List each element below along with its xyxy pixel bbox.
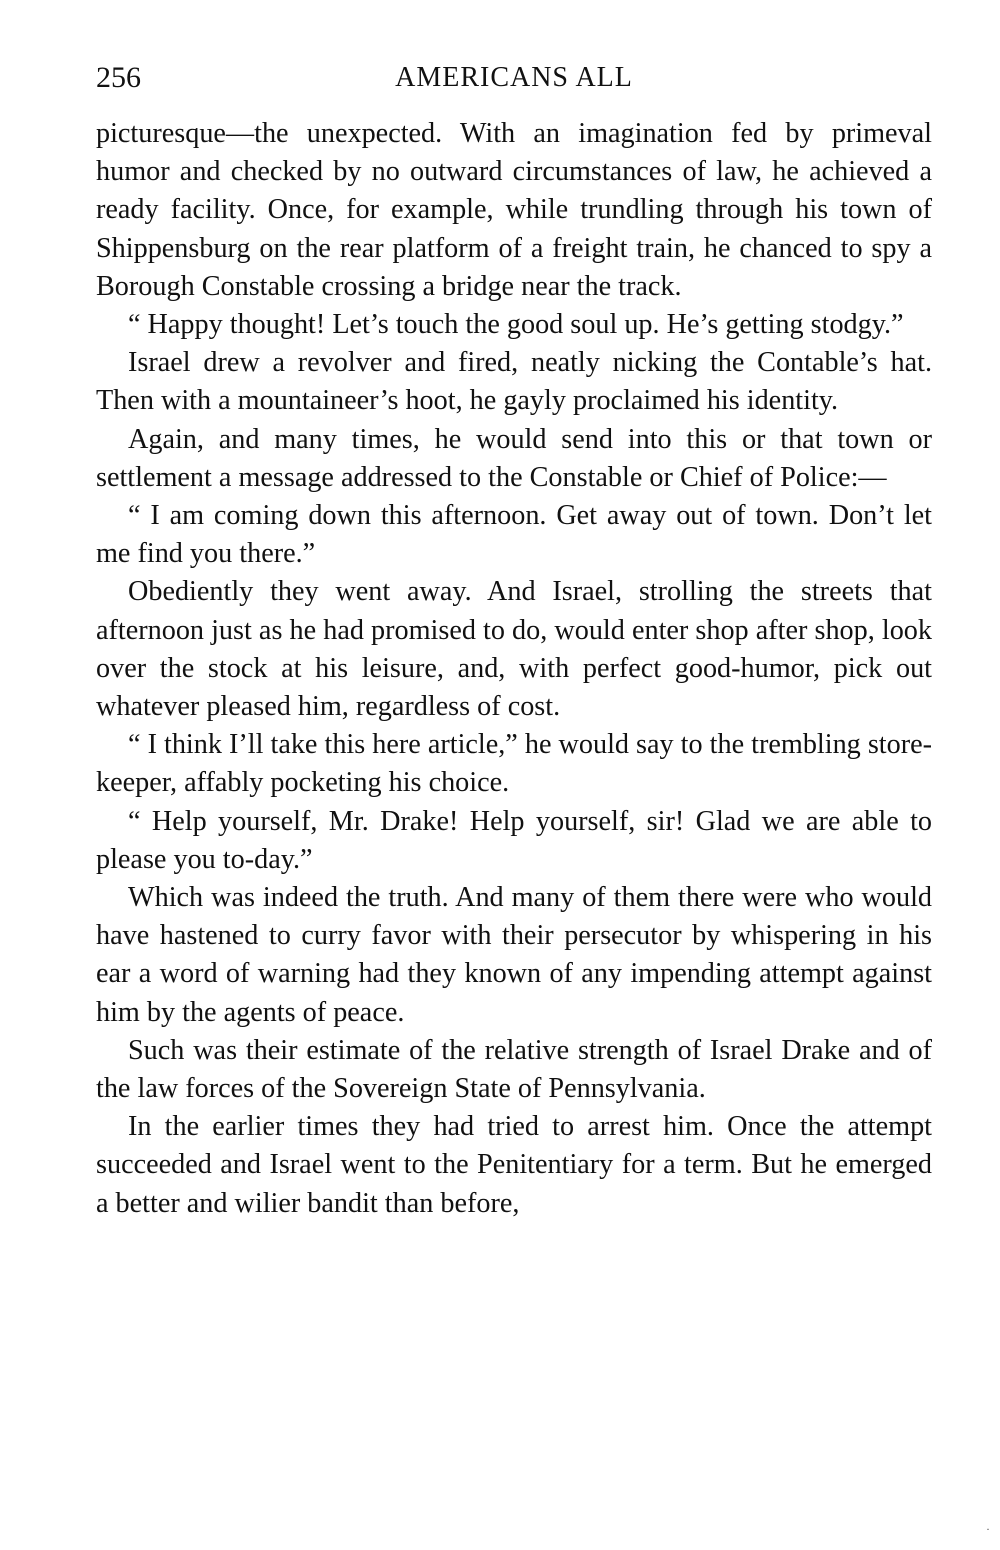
paragraph: “ Help yourself, Mr. Drake! Help yourself, sir! Glad we are able to please you to-day.” [96, 805, 932, 875]
paragraph: Israel drew a revolver and fired, neatly nicking the Contable’s hat. Then with a mountaineer’s hoot, he gayly proclaimed his identity. [96, 347, 932, 417]
paragraph: “ Happy thought! Let’s touch the good soul up. He’s getting stodgy.” [128, 309, 904, 341]
paragraph: picturesque—the unexpected. With an imagination fed by primeval humor and checked by no outward circumstances of law, he achieved a ready facility. Once, for example, while trundling through his town of Shippensburg on the rear platform of a freight train, he chanced to spy a Borough Constable crossing a bridge near the track. [96, 118, 932, 302]
scan-speck: · [986, 1522, 990, 1536]
paragraph: Which was indeed the truth. And many of them there were who would have hastened to curry favor with their persecutor by whispering in his ear a word of warning had they known of any impending attempt against him by the agents of peace. [96, 882, 932, 1028]
running-head [96, 58, 932, 98]
body-text [96, 115, 932, 1223]
running-title: AMERICANS ALL [395, 62, 633, 93]
paragraph: Such was their estimate of the relative strength of Israel Drake and of the law forces of the Sovereign State of Pennsylvania. [96, 1034, 932, 1105]
paragraph: Obediently they went away. And Israel, strolling the streets that afternoon just as he had promised to do, would enter shop after shop, look over the stock at his leisure, and, with perfect good-humor, pick out whatever pleased him, regardless of cost. [96, 576, 932, 723]
paragraph: In the earlier times they had tried to arrest him. Once the attempt succeeded and Israel went to the Penitentiary for a term. But he emerged a better and wilier bandit than before, [96, 1111, 932, 1219]
paragraph: “ I am coming down this afternoon. Get away out of town. Don’t let me find you there.” [96, 500, 932, 570]
paragraph: “ I think I’ll take this here article,” he would say to the trembling store-keeper, affably pocketing his choice. [96, 729, 932, 799]
page-number: 256 [96, 61, 141, 94]
paragraph: Again, and many times, he would send into this or that town or settlement a message addressed to the Constable or Chief of Police:— [96, 423, 932, 493]
